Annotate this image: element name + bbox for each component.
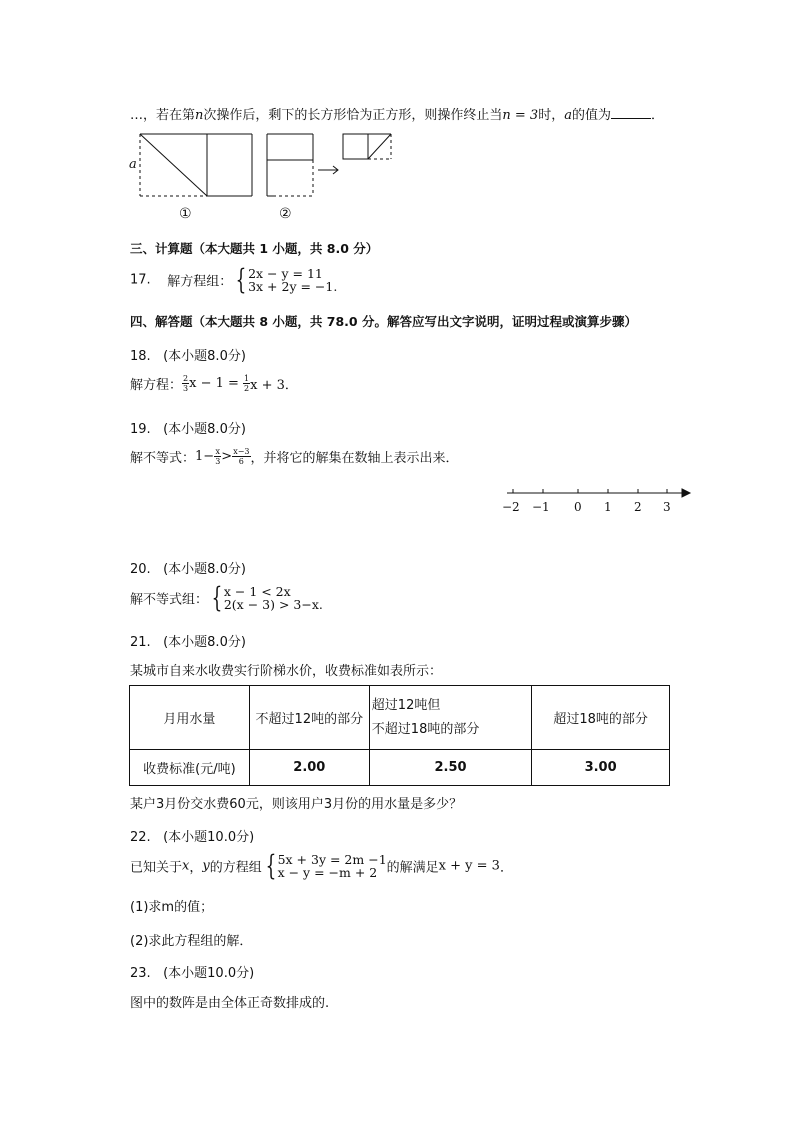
answer-blank[interactable] [611, 106, 651, 119]
q22-cond: x + y = 3 [438, 858, 500, 874]
intro-a: a [564, 108, 572, 123]
q22-text2: 的方程组 [209, 860, 262, 876]
q18-text: 解方程： [130, 378, 183, 393]
q20-header [130, 558, 246, 577]
q17-number: 17. [130, 272, 151, 288]
q21-score: (本小题8.0分) [163, 635, 246, 650]
q22-number: 22. [130, 830, 151, 845]
tick-label-2: 2 [634, 500, 642, 514]
q20-score: (本小题8.0分) [163, 562, 246, 577]
q19-gt: > [221, 449, 233, 464]
intro-line [130, 104, 664, 123]
q19-body [130, 447, 459, 466]
q22-text1: 已知关于 [130, 860, 183, 876]
figure-1-shape [140, 134, 252, 196]
tick-label-0: 0 [574, 500, 582, 514]
intro-lead: …，若在第 [130, 108, 196, 123]
table-header-cell [369, 686, 531, 750]
q20-number: 20. [130, 562, 151, 577]
q18-frac1: $\frac{2}{3}$ [183, 374, 189, 393]
intro-tail: 的值为 [572, 108, 612, 123]
table-row-label: 收费标准(元/吨) [130, 750, 250, 786]
section-4-heading: 四、解答题（本大题共 8 小题，共 78.0 分。解答应写出文字说明，证明过程或演算步骤） [130, 314, 637, 329]
q20-end: . [318, 597, 323, 612]
table-cell: 3.00 [532, 750, 670, 786]
q17-system [248, 267, 337, 293]
q20-system [224, 585, 323, 611]
section-3-heading: 三、计算题（本大题共 1 小题，共 8.0 分） [130, 241, 379, 256]
q17 [130, 263, 338, 296]
q22-eq2: x − y = −m + 2 [277, 865, 378, 880]
q19-number: 19. [130, 422, 151, 437]
q18-body [130, 374, 298, 393]
q19-header [130, 418, 246, 437]
q19-score: (本小题8.0分) [163, 422, 246, 437]
q22-body [130, 849, 513, 882]
q21-number: 21. [130, 635, 151, 650]
table-row [130, 750, 670, 786]
q19-tail: ，并将它的解集在数轴上表示出来． [250, 451, 459, 466]
brace-icon: { [265, 849, 277, 882]
q18-mid: x − 1 = [189, 376, 239, 391]
intro-mid2: 时， [538, 108, 565, 123]
q19-frac2: $\frac{x-3}{6}$ [233, 447, 250, 466]
label-a: a [129, 157, 137, 172]
q21-question: 某户3月份交水费60元，则该用户3月份的用水量是多少？ [130, 797, 463, 812]
brace-icon: { [235, 263, 247, 296]
table-cell: 2.00 [249, 750, 369, 786]
q22-end: ． [499, 860, 513, 876]
q19-frac1: $\frac{x}{3}$ [215, 447, 221, 466]
q23-header [130, 962, 254, 981]
q17-eq2: 3x + 2y = −1 [248, 279, 334, 294]
q20-eq1: x − 1 < 2x [223, 584, 291, 599]
q22-eq1: 5x + 3y = 2m −1 [277, 852, 387, 867]
q17-text: 解方程组： [167, 274, 233, 290]
tick-label-neg2: −2 [502, 500, 520, 514]
q22-part2: (2)求此方程组的解． [130, 934, 253, 949]
brace-icon: { [211, 581, 223, 614]
table-row [130, 686, 670, 750]
q23-text: 图中的数阵是由全体正奇数排成的. [130, 996, 330, 1011]
q19-lead: 1− [195, 449, 215, 464]
table-cell: 2.50 [369, 750, 531, 786]
intro-n: n [195, 108, 204, 123]
q18-frac2: $\frac{1}{2}$ [244, 374, 250, 393]
q19-text: 解不等式： [130, 451, 196, 466]
q17-eq1: 2x − y = 11 [248, 266, 323, 281]
table-header-line: 超过12吨但 [371, 697, 441, 713]
q21-header [130, 631, 246, 650]
q22-text3: 的解满足 [386, 860, 439, 876]
label-figure-2: ② [279, 206, 292, 222]
q22-y: y [202, 858, 210, 874]
folding-figure [125, 125, 425, 235]
q22-part1: (1)求m的值； [130, 900, 214, 915]
q17-end: . [333, 279, 338, 294]
arrow-icon [318, 166, 338, 174]
q22-x: x [182, 858, 190, 874]
intro-mid1: 次操作后，剩下的长方形恰为正方形，则操作终止当 [203, 108, 503, 123]
intro-cond: n = 3 [502, 108, 539, 123]
q22-score: (本小题10.0分) [163, 830, 255, 845]
table-header-cell: 超过18吨的部分 [532, 686, 670, 750]
q18-header [130, 345, 246, 364]
q18-score: (本小题8.0分) [163, 349, 246, 364]
tick-label-neg1: −1 [532, 500, 550, 514]
figure-3-shape [343, 134, 391, 159]
q20-body [130, 581, 323, 614]
intro-end: ． [651, 108, 665, 123]
tick-label-3: 3 [663, 500, 671, 514]
table-header-cell: 月用水量 [130, 686, 250, 750]
q20-eq2: 2(x − 3) > 3−x [223, 597, 319, 612]
table-header-line: 不超过18吨的部分 [371, 721, 480, 737]
tick-label-1: 1 [604, 500, 612, 514]
q18-number: 18. [130, 349, 151, 364]
label-figure-1: ① [179, 206, 192, 222]
q22-system [278, 853, 387, 879]
figure-2-shape [267, 134, 313, 196]
q21-text: 某城市自来水收费实行阶梯水价，收费标准如表所示： [130, 664, 443, 679]
table-header-cell: 不超过12吨的部分 [249, 686, 369, 750]
q20-text: 解不等式组： [130, 592, 209, 608]
q23-number: 23. [130, 966, 151, 981]
q18-tail: x + 3． [250, 378, 298, 393]
q22-header [130, 826, 254, 845]
fee-table [129, 685, 670, 786]
q23-score: (本小题10.0分) [163, 966, 255, 981]
q22-comma: ， [189, 860, 203, 876]
